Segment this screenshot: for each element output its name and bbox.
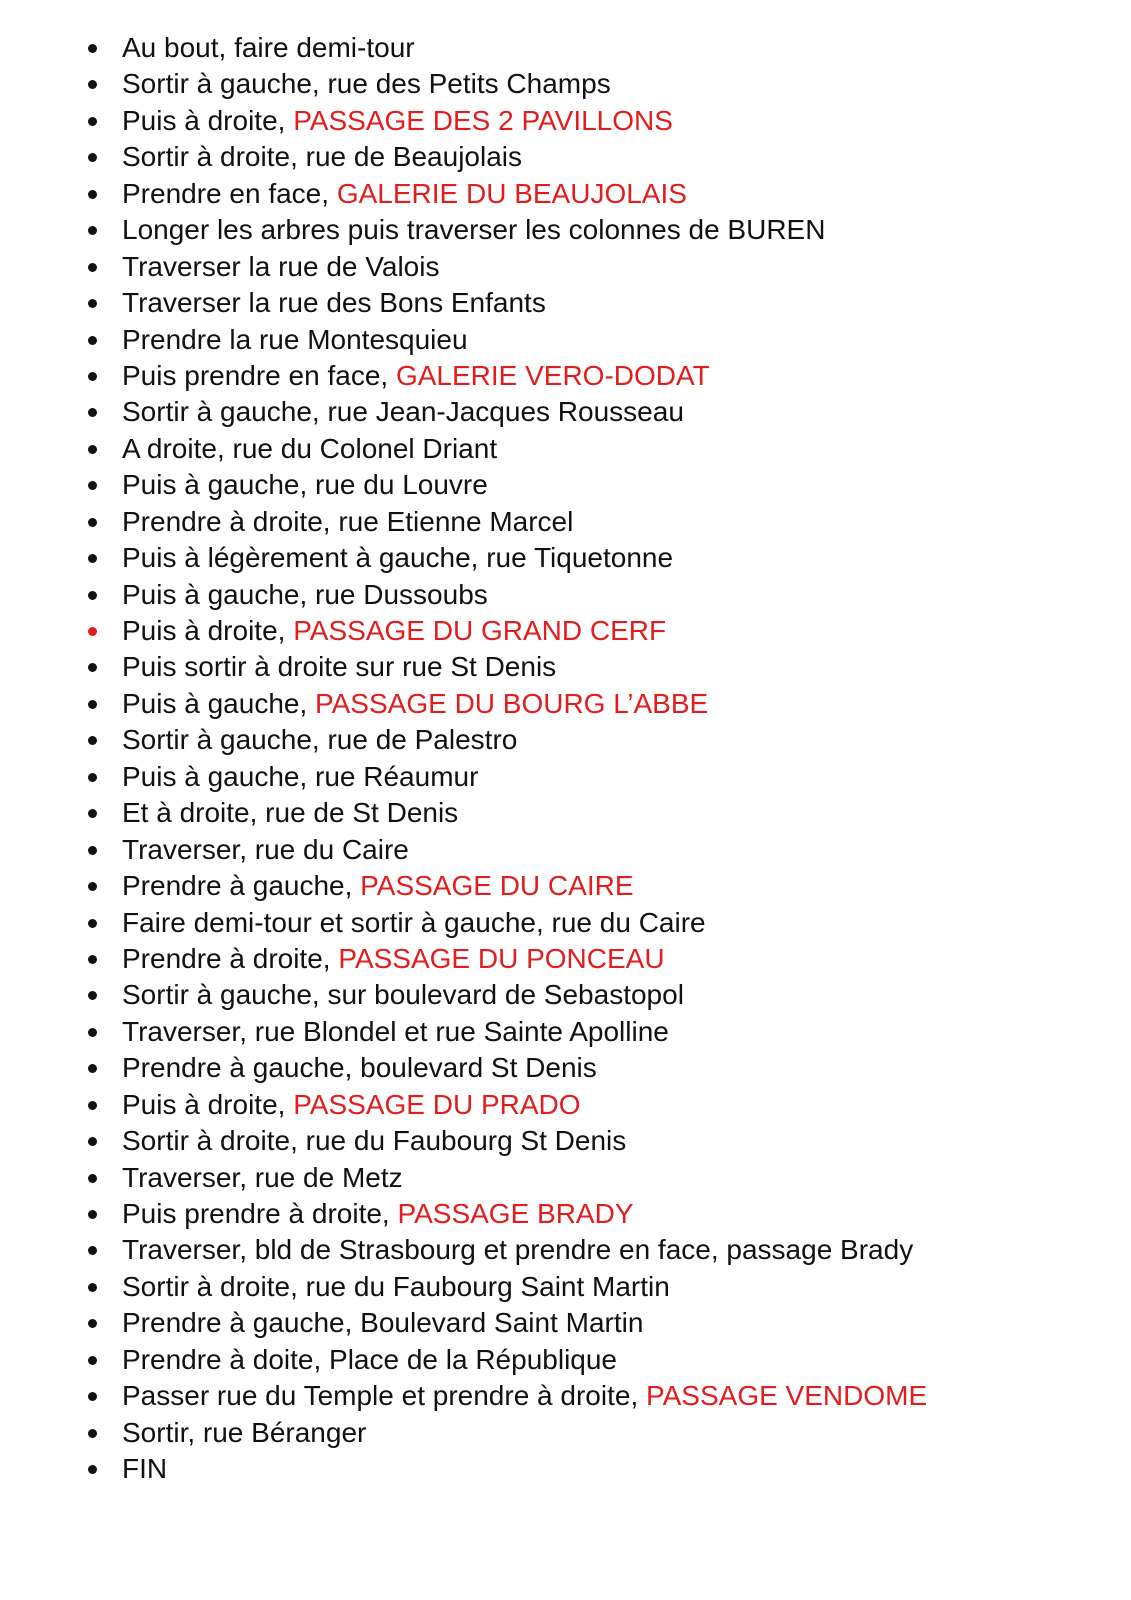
bullet-icon xyxy=(86,540,100,576)
direction-text: Traverser la rue de Valois xyxy=(122,250,440,282)
list-item xyxy=(86,722,1086,758)
bullet-icon xyxy=(86,431,100,467)
list-item xyxy=(86,649,1086,685)
list-item xyxy=(86,1050,1086,1086)
list-item xyxy=(86,1269,1086,1305)
bullet-icon xyxy=(86,649,100,685)
bullet-icon xyxy=(86,977,100,1013)
direction-text: Traverser la rue des Bons Enfants xyxy=(122,287,546,319)
passage-name: PASSAGE DU CAIRE xyxy=(360,870,634,902)
passage-name: GALERIE DU BEAUJOLAIS xyxy=(336,177,687,209)
direction-text: Puis à légèrement à gauche, rue Tiquetonne xyxy=(122,542,674,574)
passage-name: PASSAGE DU BOURG L’ABBE xyxy=(315,687,709,719)
bullet-icon xyxy=(86,358,100,394)
direction-text: Sortir à gauche, sur boulevard de Sebastopol xyxy=(122,979,684,1011)
direction-text: Puis à droite, xyxy=(122,615,294,646)
bullet-icon xyxy=(86,1232,100,1268)
direction-text: Puis sortir à droite sur rue St Denis xyxy=(122,651,557,683)
direction-text: Et à droite, rue de St Denis xyxy=(122,797,459,829)
list-item xyxy=(86,431,1086,467)
direction-text: Traverser, rue de Metz xyxy=(122,1161,403,1193)
bullet-icon xyxy=(86,467,100,503)
list-item xyxy=(86,103,1086,139)
passage-name: PASSAGE BRADY xyxy=(397,1198,634,1229)
list-item xyxy=(86,686,1086,722)
list-item xyxy=(86,1160,1086,1196)
direction-text: Sortir à droite, rue de Beaujolais xyxy=(122,141,522,173)
bullet-icon xyxy=(86,322,100,358)
bullet-icon xyxy=(86,577,100,613)
bullet-icon xyxy=(86,249,100,285)
bullet-icon xyxy=(86,30,100,66)
direction-text: Traverser, rue Blondel et rue Sainte Apolline xyxy=(122,1015,669,1047)
list-item xyxy=(86,139,1086,175)
direction-text: Prendre à doite, Place de la République xyxy=(122,1343,618,1375)
direction-text: Prendre à droite, rue Etienne Marcel xyxy=(122,505,574,537)
bullet-icon xyxy=(86,1378,100,1414)
bullet-icon xyxy=(86,139,100,175)
list-item xyxy=(86,467,1086,503)
list-item xyxy=(86,358,1086,394)
list-item xyxy=(86,1087,1086,1123)
direction-text: Prendre à droite, xyxy=(122,942,339,974)
direction-text: Puis à droite, xyxy=(122,104,294,136)
direction-text: Puis prendre à droite, xyxy=(122,1198,398,1229)
bullet-icon xyxy=(86,795,100,831)
direction-text: Puis à droite, xyxy=(122,1088,294,1120)
passage-name: PASSAGE VENDOME xyxy=(646,1380,928,1412)
list-item xyxy=(86,1014,1086,1050)
direction-text: Prendre à gauche, boulevard St Denis xyxy=(122,1052,597,1084)
list-item xyxy=(86,905,1086,941)
bullet-icon xyxy=(86,1050,100,1086)
passage-name: GALERIE VERO-DODAT xyxy=(395,359,710,391)
list-item xyxy=(86,795,1086,831)
list-item xyxy=(86,868,1086,904)
list-item xyxy=(86,249,1086,285)
passage-name: PASSAGE DU PRADO xyxy=(293,1088,581,1120)
list-item xyxy=(86,759,1086,795)
direction-text: Puis prendre en face, xyxy=(122,359,396,391)
passage-name: PASSAGE DU GRAND CERF xyxy=(293,615,667,646)
list-item xyxy=(86,1305,1086,1341)
list-item xyxy=(86,1342,1086,1378)
bullet-icon xyxy=(86,176,100,212)
bullet-icon xyxy=(86,212,100,248)
bullet-icon xyxy=(86,941,100,977)
direction-text: Sortir à gauche, rue de Palestro xyxy=(122,724,518,756)
direction-text: Prendre la rue Montesquieu xyxy=(122,323,468,355)
direction-text: Sortir à gauche, rue des Petits Champs xyxy=(122,68,611,100)
list-item xyxy=(86,322,1086,358)
direction-text: Longer les arbres puis traverser les colonnes de BUREN xyxy=(122,214,826,246)
passage-name: PASSAGE DES 2 PAVILLONS xyxy=(293,104,673,136)
list-item xyxy=(86,30,1086,66)
bullet-icon xyxy=(86,686,100,722)
list-item xyxy=(86,1232,1086,1268)
bullet-icon xyxy=(86,613,100,649)
direction-text: Sortir à gauche, rue Jean-Jacques Rousseau xyxy=(122,396,684,428)
route-directions-list xyxy=(86,30,1086,1488)
direction-text: Traverser, rue du Caire xyxy=(122,833,409,865)
direction-text: Sortir à droite, rue du Faubourg St Denis xyxy=(122,1125,627,1157)
list-item xyxy=(86,1123,1086,1159)
bullet-icon xyxy=(86,1451,100,1487)
bullet-icon xyxy=(86,394,100,430)
list-item xyxy=(86,1378,1086,1414)
bullet-icon xyxy=(86,285,100,321)
bullet-icon xyxy=(86,1305,100,1341)
bullet-icon xyxy=(86,832,100,868)
bullet-icon xyxy=(86,504,100,540)
bullet-icon xyxy=(86,722,100,758)
list-item xyxy=(86,613,1086,649)
list-item xyxy=(86,1196,1086,1232)
direction-text: Puis à gauche, rue du Louvre xyxy=(122,469,488,501)
direction-text: Faire demi-tour et sortir à gauche, rue du Caire xyxy=(122,906,706,938)
bullet-icon xyxy=(86,1196,100,1232)
bullet-icon xyxy=(86,868,100,904)
list-item xyxy=(86,212,1086,248)
list-item xyxy=(86,540,1086,576)
bullet-icon xyxy=(86,1160,100,1196)
list-item xyxy=(86,941,1086,977)
direction-text: Puis à gauche, rue Dussoubs xyxy=(122,578,488,610)
direction-text: FIN xyxy=(122,1453,168,1485)
direction-text: Puis à gauche, rue Réaumur xyxy=(122,760,479,792)
bullet-icon xyxy=(86,759,100,795)
direction-text: Sortir, rue Béranger xyxy=(122,1416,367,1448)
list-item xyxy=(86,504,1086,540)
list-item xyxy=(86,176,1086,212)
bullet-icon xyxy=(86,1415,100,1451)
bullet-icon xyxy=(86,103,100,139)
bullet-icon xyxy=(86,1087,100,1123)
direction-text: A droite, rue du Colonel Driant xyxy=(122,432,498,464)
bullet-icon xyxy=(86,1342,100,1378)
list-item xyxy=(86,977,1086,1013)
bullet-icon xyxy=(86,905,100,941)
list-item xyxy=(86,1451,1086,1487)
direction-text: Sortir à droite, rue du Faubourg Saint Martin xyxy=(122,1270,670,1302)
bullet-icon xyxy=(86,1123,100,1159)
direction-text: Traverser, bld de Strasbourg et prendre en face, passage Brady xyxy=(122,1234,914,1266)
direction-text: Au bout, faire demi-tour xyxy=(122,32,415,63)
bullet-icon xyxy=(86,1269,100,1305)
bullet-icon xyxy=(86,1014,100,1050)
list-item xyxy=(86,285,1086,321)
direction-text: Passer rue du Temple et prendre à droite, xyxy=(122,1380,647,1412)
direction-text: Prendre à gauche, xyxy=(122,870,361,902)
list-item xyxy=(86,66,1086,102)
list-item xyxy=(86,832,1086,868)
direction-text: Prendre à gauche, Boulevard Saint Martin xyxy=(122,1307,644,1339)
direction-text: Prendre en face, xyxy=(122,177,337,209)
bullet-icon xyxy=(86,66,100,102)
direction-text: Puis à gauche, xyxy=(122,687,316,719)
passage-name: PASSAGE DU PONCEAU xyxy=(338,942,665,974)
list-item xyxy=(86,577,1086,613)
list-item xyxy=(86,1415,1086,1451)
list-item xyxy=(86,394,1086,430)
